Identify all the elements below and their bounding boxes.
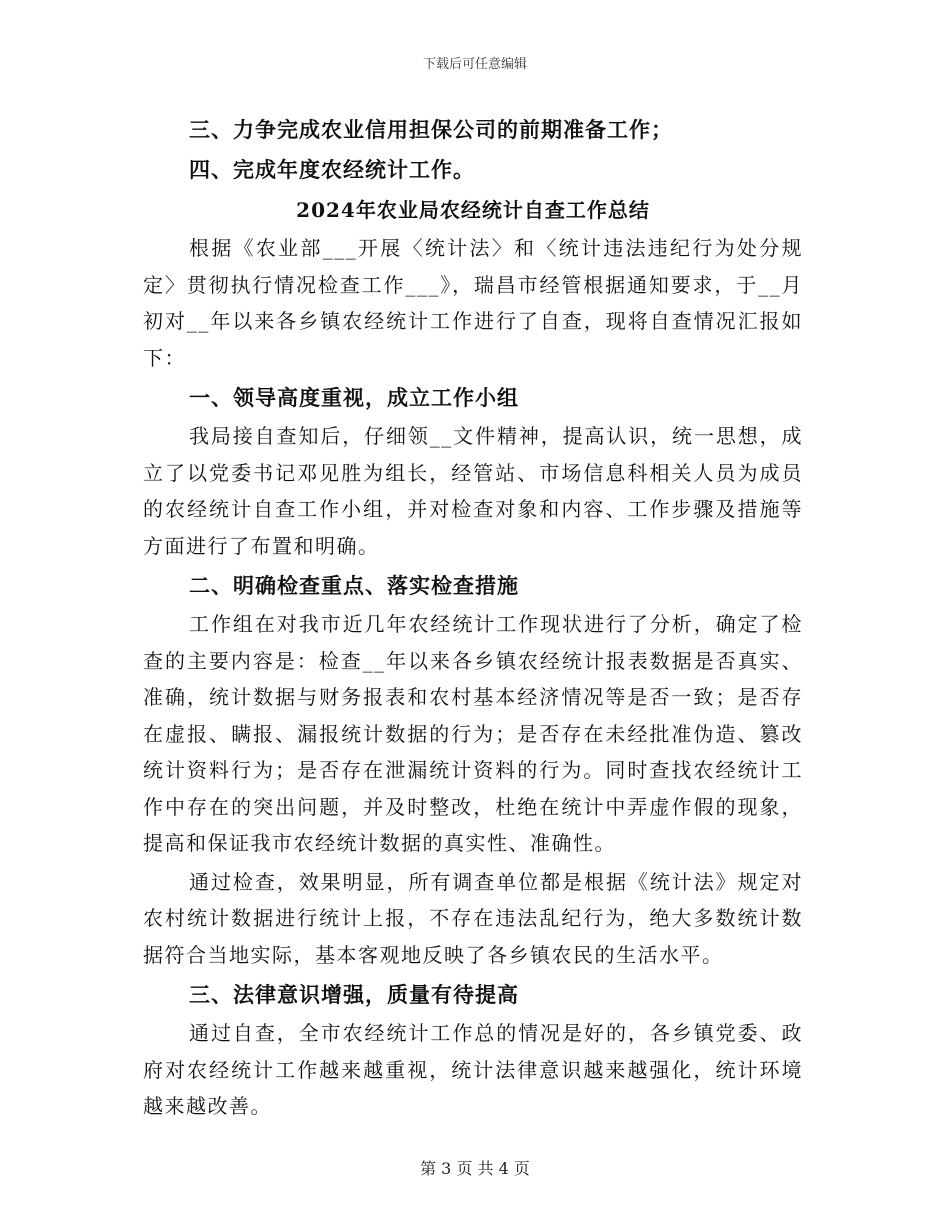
section-2-paragraph-2: 通过检查，效果明显，所有调查单位都是根据《统计法》规定对农村统计数据进行统计上报，不存在违法乱纪行为，绝大多数统计数据符合当地实际，基本客观地反映了各乡镇农民的生活水平。 [143, 869, 803, 967]
document-body [143, 112, 803, 1127]
section-heading-1: 一、领导高度重视，成立工作小组 [189, 385, 519, 410]
section-3-paragraph-1: 通过自查，全市农经统计工作总的情况是好的，各乡镇党委、政府对农经统计工作越来越重视，统计法律意识越来越强化，统计环境越来越改善。 [143, 1021, 803, 1118]
section-1-paragraph-1: 我局接自查知后，仔细领__文件精神，提高认识，统一思想，成立了以党委书记邓见胜为组长，经管站、市场信息科相关人员为成员的农经统计自查工作小组，并对检查对象和内容、工作步骤及措施等方面进行了布置和明确。 [143, 424, 803, 558]
section-heading-2: 二、明确检查重点、落实检查措施 [189, 573, 519, 598]
document-title: 2024年农业局农经统计自查工作总结 [296, 198, 650, 222]
item-heading-3: 三、力争完成农业信用担保公司的前期准备工作； [189, 117, 673, 142]
page-header-note: 下载后可任意编辑 [422, 57, 527, 72]
item-heading-4: 四、完成年度农经统计工作。 [189, 157, 475, 182]
intro-paragraph: 根据《农业部___开展〈统计法〉和〈统计违法违纪行为处分规定〉贯彻执行情况检查工作___》，瑞昌市经管根据通知要求，于__月初对__年以来各乡镇农经统计工作进行了自查，现将自查情况汇报如下： [143, 236, 803, 370]
section-heading-3: 三、法律意识增强，质量有待提高 [189, 982, 519, 1007]
page-number-footer: 第 3 页 共 4 页 [420, 1159, 530, 1178]
section-2-paragraph-1: 工作组在对我市近几年农经统计工作现状进行了分析，确定了检查的主要内容是：检查__年以来各乡镇农经统计报表数据是否真实、准确，统计数据与财务报表和农村基本经济情况等是否一致；是否存在虚报、瞒报、漏报统计数据的行为；是否存在未经批准伪造、篡改统计资料行为；是否存在泄漏统计资料的行为。同时查找农经统计工作中存在的突出问题，并及时整改，杜绝在统计中弄虚作假的现象，提高和保证我市农经统计数据的真实性、准确性。 [143, 612, 803, 855]
